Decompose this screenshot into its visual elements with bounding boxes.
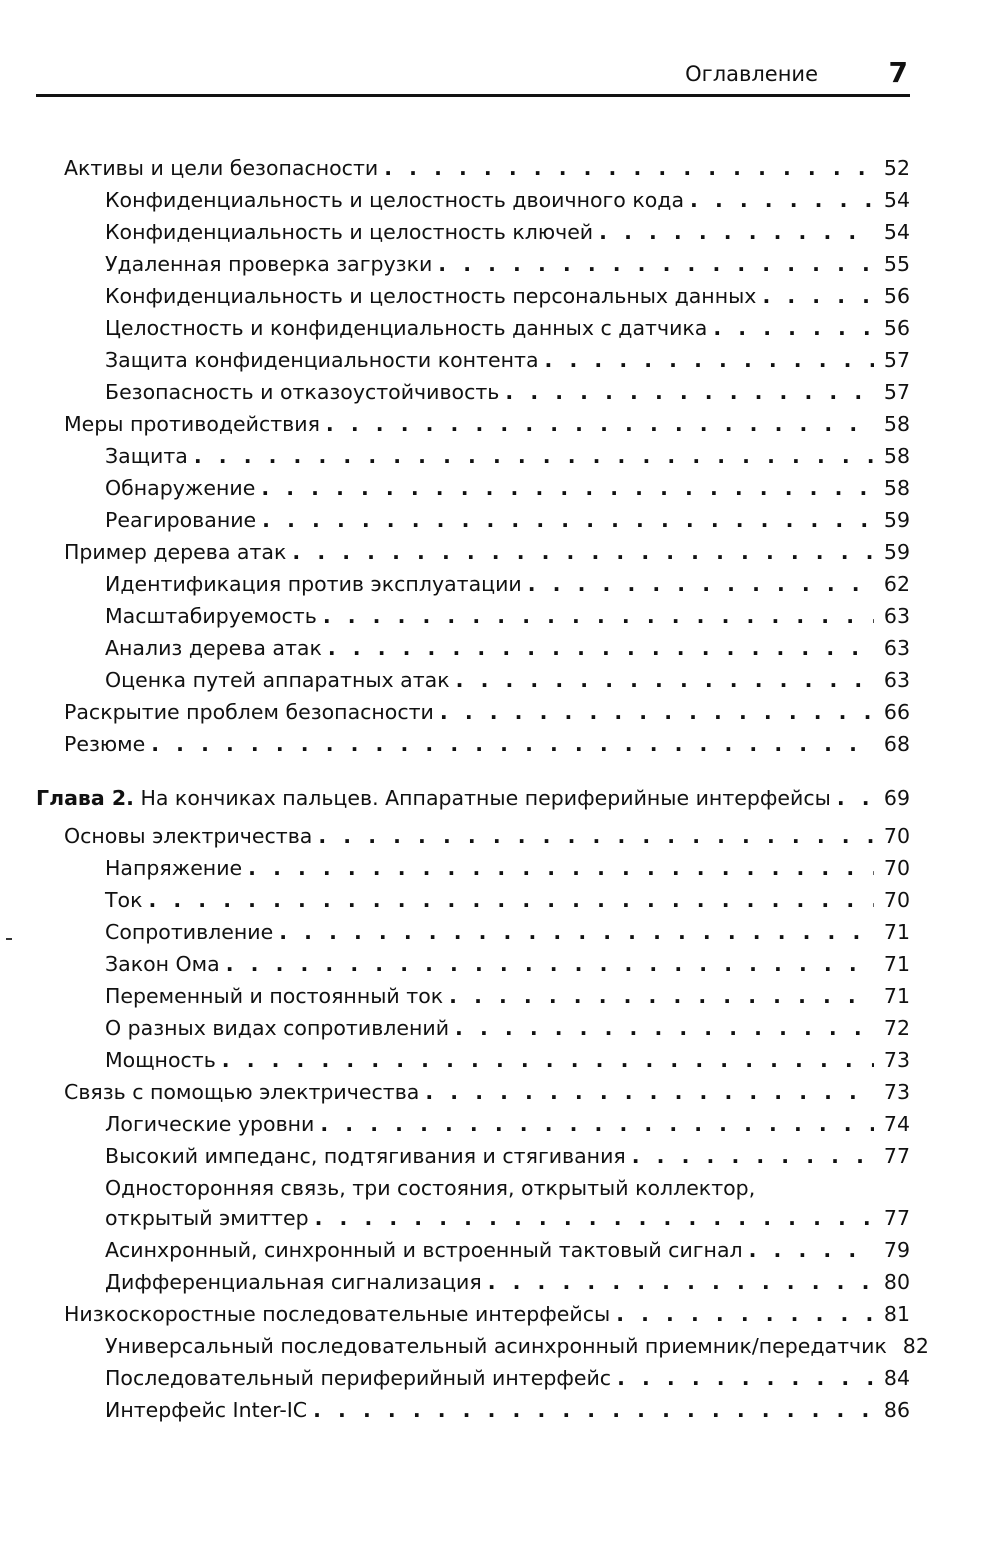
toc-entry-page: 74 (883, 1112, 910, 1136)
dot-leader (194, 440, 874, 472)
toc-entry-title-line1: Односторонняя связь, три состояния, открытый коллектор, (105, 1176, 756, 1200)
toc-entry (105, 1330, 929, 1362)
toc-entry-page: 56 (883, 284, 910, 308)
dot-leader (248, 852, 874, 884)
dot-leader (292, 536, 874, 568)
toc-entry (105, 1266, 910, 1298)
toc-entry-page: 63 (883, 668, 910, 692)
dot-leader (449, 980, 874, 1012)
dot-leader (713, 312, 874, 344)
dot-leader (222, 1044, 874, 1076)
dot-leader (318, 820, 874, 852)
toc-entry (105, 344, 910, 376)
toc-entry-page: 68 (883, 732, 910, 756)
header-title: Оглавление (685, 62, 818, 86)
toc-entry (64, 728, 910, 760)
dot-leader (279, 916, 874, 948)
toc-entry-title: Резюме (64, 732, 146, 756)
toc-entry (105, 980, 910, 1012)
toc-entry-page: 72 (883, 1016, 910, 1040)
dot-leader (328, 632, 874, 664)
toc-entry-title: Защита (105, 444, 188, 468)
toc-entry-page: 57 (883, 380, 910, 404)
toc-entry (105, 948, 910, 980)
toc-entry (105, 312, 910, 344)
running-header (36, 56, 910, 97)
toc-entry-page: 69 (883, 786, 910, 810)
toc-entry (105, 1108, 910, 1140)
toc-entry (64, 152, 910, 184)
toc-entry (105, 184, 910, 216)
toc-entry (105, 1012, 910, 1044)
toc-chapter-entry (36, 782, 910, 814)
dot-leader (262, 504, 874, 536)
toc-entry-title: Логические уровни (105, 1112, 315, 1136)
toc-entry-page: 54 (883, 220, 910, 244)
dot-leader (226, 948, 874, 980)
toc-entry (105, 280, 910, 312)
dot-leader (505, 376, 874, 408)
toc-entry-page: 63 (883, 604, 910, 628)
toc-entry-page: 70 (883, 856, 910, 880)
toc-entry-title: Раскрытие проблем безопасности (64, 700, 434, 724)
toc-entry-title: Интерфейс Inter-IC (105, 1398, 308, 1422)
toc-entry-page: 71 (883, 952, 910, 976)
toc-entry-title: Идентификация против эксплуатации (105, 572, 522, 596)
toc-entry-page: 86 (883, 1398, 910, 1422)
header-page-number: 7 (888, 56, 908, 89)
toc-entry-title: Напряжение (105, 856, 243, 880)
toc-entry-title: О разных видах сопротивлений (105, 1016, 450, 1040)
toc-entry-title: Безопасность и отказоустойчивость (105, 380, 500, 404)
toc-entry-page: 59 (883, 540, 910, 564)
toc-entry-title: открытый эмиттер (105, 1206, 309, 1230)
toc-entry-title: Сопротивление (105, 920, 274, 944)
dot-leader (762, 280, 874, 312)
toc-entry-page: 81 (883, 1302, 910, 1326)
dot-leader (837, 782, 874, 814)
dot-leader (599, 216, 874, 248)
toc-entry (105, 916, 910, 948)
dot-leader (151, 728, 874, 760)
chapter-label: Глава 2. (36, 786, 134, 810)
dot-leader (617, 1362, 874, 1394)
dot-leader (425, 1076, 874, 1108)
toc-entry-page: 66 (883, 700, 910, 724)
toc-entry-title: Масштабируемость (105, 604, 317, 628)
toc-entry (105, 664, 910, 696)
toc-entry-title: Конфиденциальность и целостность персональных данных (105, 284, 757, 308)
toc-entry-title: Высокий импеданс, подтягивания и стягивания (105, 1144, 626, 1168)
dot-leader (384, 152, 874, 184)
dot-leader (528, 568, 874, 600)
toc-entry-page: 80 (883, 1270, 910, 1294)
toc-entry-title: Меры противодействия (64, 412, 320, 436)
dot-leader (323, 600, 874, 632)
toc-entry-title: Переменный и постоянный ток (105, 984, 444, 1008)
toc-entry (64, 696, 910, 728)
toc-entry (105, 472, 910, 504)
toc-entry-title: Последовательный периферийный интерфейс (105, 1366, 612, 1390)
dot-leader (313, 1394, 874, 1426)
toc-entry-page: 55 (883, 252, 910, 276)
toc-entry-title: Оценка путей аппаратных атак (105, 668, 450, 692)
toc-entry (105, 216, 910, 248)
toc-entry-page: 79 (883, 1238, 910, 1262)
toc-entry (105, 884, 910, 916)
toc-chapter-title (36, 782, 831, 814)
toc-entry-page: 82 (902, 1334, 929, 1358)
toc-entry-title: Конфиденциальность и целостность ключей (105, 220, 594, 244)
toc-entry-page: 84 (883, 1366, 910, 1390)
toc-entry-title: Дифференциальная сигнализация (105, 1270, 482, 1294)
toc-entry-page: 71 (883, 920, 910, 944)
dot-leader (440, 696, 874, 728)
margin-mark (6, 938, 12, 940)
toc-entry-title: Конфиденциальность и целостность двоичного кода (105, 188, 685, 212)
dot-leader (261, 472, 874, 504)
toc-entry-title: Мощность (105, 1048, 216, 1072)
toc-entry (105, 1234, 910, 1266)
toc-entry-page: 73 (883, 1048, 910, 1072)
dot-leader (455, 1012, 874, 1044)
toc-entry-title: Реагирование (105, 508, 257, 532)
dot-leader (545, 344, 874, 376)
toc-entry (105, 568, 910, 600)
toc-entry (105, 852, 910, 884)
toc-entry-page: 54 (883, 188, 910, 212)
toc-entry-page: 77 (883, 1206, 910, 1230)
toc-entry-title: Активы и цели безопасности (64, 156, 379, 180)
chapter-title-text: На кончиках пальцев. Аппаратные периферийные интерфейсы (140, 786, 831, 810)
dot-leader (320, 1108, 874, 1140)
dot-leader (488, 1266, 874, 1298)
toc-entry-title: Асинхронный, синхронный и встроенный тактовый сигнал (105, 1238, 743, 1262)
toc-entry (105, 440, 910, 472)
toc-entry (105, 1044, 910, 1076)
dot-leader (148, 884, 874, 916)
toc-entry (105, 1140, 910, 1172)
toc-entry-page: 70 (883, 824, 910, 848)
dot-leader (326, 408, 874, 440)
toc-entry (64, 1298, 910, 1330)
toc-entry-page: 63 (883, 636, 910, 660)
toc-entry-title: Обнаружение (105, 476, 256, 500)
toc-entry (105, 248, 910, 280)
dot-leader (749, 1234, 874, 1266)
dot-leader (616, 1298, 874, 1330)
toc-entry-page: 77 (883, 1144, 910, 1168)
dot-leader (690, 184, 874, 216)
toc-entry (64, 1076, 910, 1108)
toc-entry (105, 1202, 910, 1234)
toc-entry (105, 376, 910, 408)
toc-entry-title: Закон Ома (105, 952, 220, 976)
toc-entry (64, 408, 910, 440)
toc-entry-page: 58 (883, 444, 910, 468)
toc-entry-title: Низкоскоростные последовательные интерфейсы (64, 1302, 611, 1326)
dot-leader (632, 1140, 874, 1172)
toc-entry-title: Целостность и конфиденциальность данных с датчика (105, 316, 708, 340)
toc-entry-page: 59 (883, 508, 910, 532)
toc-entry (105, 632, 910, 664)
toc-entry (105, 1362, 910, 1394)
toc-entry (105, 504, 910, 536)
dot-leader (438, 248, 874, 280)
toc-entry-title: Удаленная проверка загрузки (105, 252, 433, 276)
toc-entry-title: Универсальный последовательный асинхронный приемник/передатчик (105, 1334, 887, 1358)
toc-entry-page: 58 (883, 476, 910, 500)
toc-entry-page: 70 (883, 888, 910, 912)
toc-entry-title: Анализ дерева атак (105, 636, 322, 660)
toc-entry (64, 820, 910, 852)
toc-entry-page: 56 (883, 316, 910, 340)
toc-entry-title: Основы электричества (64, 824, 313, 848)
toc-entry-page: 58 (883, 412, 910, 436)
toc-entry (105, 1394, 910, 1426)
toc-entry (105, 600, 910, 632)
toc-entry-title: Пример дерева атак (64, 540, 287, 564)
dot-leader (456, 664, 874, 696)
toc-entry-page: 71 (883, 984, 910, 1008)
toc-entry-title: Связь с помощью электричества (64, 1080, 420, 1104)
toc-entry (64, 536, 910, 568)
toc-entry-title: Защита конфиденциальности контента (105, 348, 539, 372)
toc-entry-page: 62 (883, 572, 910, 596)
dot-leader (315, 1202, 874, 1234)
toc-entry-page: 73 (883, 1080, 910, 1104)
toc-entry-page: 52 (883, 156, 910, 180)
toc-entry-page: 57 (883, 348, 910, 372)
toc-entry-title: Ток (105, 888, 143, 912)
